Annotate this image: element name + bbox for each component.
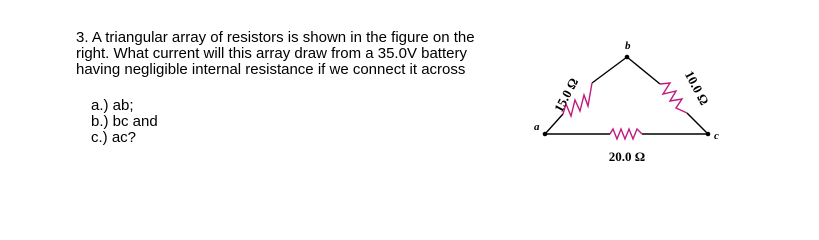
resistor-20ohm-zigzag xyxy=(610,129,642,139)
wire-b-to-10ohm xyxy=(627,57,660,84)
resistor-10ohm-zigzag xyxy=(660,83,687,113)
resistor-triangle-figure xyxy=(530,38,720,173)
question-parts xyxy=(91,98,158,146)
node-b-label: b xyxy=(625,40,631,52)
question-text xyxy=(76,30,516,78)
node-c-dot xyxy=(706,132,711,137)
resistor-20ohm-label: 20.0 Ω xyxy=(608,149,646,164)
question-line-1-text: A triangular array of resistors is shown in the figure on the xyxy=(91,29,475,46)
node-a-label: a xyxy=(534,121,540,133)
part-a: a.) ab; xyxy=(91,97,134,114)
question-number: 3. xyxy=(76,29,89,46)
resistor-10ohm-label: 10.0 Ω xyxy=(681,68,713,108)
wire-10ohm-to-c xyxy=(687,113,708,134)
question-line-3: having negligible internal resistance if we connect it across xyxy=(76,61,466,78)
question-line-1 xyxy=(76,30,516,46)
node-c-label: c xyxy=(714,130,719,142)
wire-a-to-15ohm xyxy=(545,114,563,134)
node-b-dot xyxy=(625,55,630,60)
question-line-2: right. What current will this array draw from a 35.0V battery xyxy=(76,45,467,62)
part-c: c.) ac? xyxy=(91,129,137,146)
wire-15ohm-to-b xyxy=(592,57,627,83)
part-b: b.) bc and xyxy=(91,113,158,130)
circuit-diagram xyxy=(530,38,720,173)
resistors xyxy=(563,83,687,139)
node-a-dot xyxy=(543,132,548,137)
resistor-15ohm-label: 15.0 Ω xyxy=(550,75,582,115)
